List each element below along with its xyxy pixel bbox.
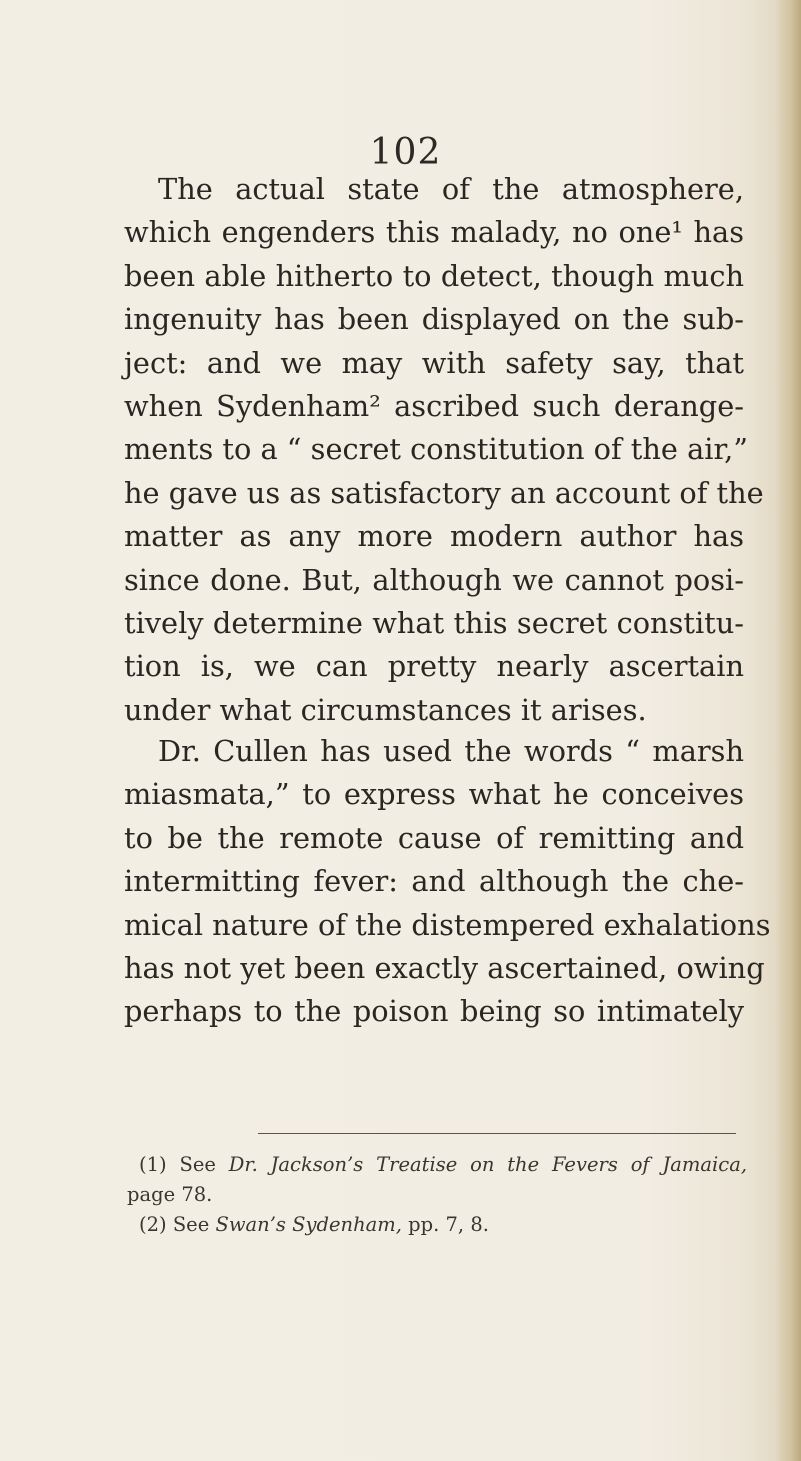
- footnote-pages: pp. 7, 8.: [408, 1213, 489, 1236]
- text-line: he gave us as satisfactory an account of the: [124, 475, 764, 510]
- footnote-title: Dr. Jackson’s Treatise on the Fevers of Jamaica,: [228, 1153, 748, 1176]
- footnote-1: [127, 1150, 747, 1180]
- footnote-marker: (1): [139, 1153, 167, 1176]
- text-line: Dr. Cullen has used the words “ marsh: [158, 734, 744, 768]
- footnote-title: Swan’s Sydenham,: [215, 1213, 402, 1236]
- text-line: tion is, we can pretty nearly ascertain: [124, 649, 744, 684]
- page-edge-shading: [775, 0, 801, 1461]
- footnote-marker: (2): [139, 1213, 167, 1236]
- text-line: when Sydenham² ascribed such derange-: [124, 389, 744, 424]
- footnote-divider: [258, 1133, 736, 1134]
- text-line: been able hitherto to detect, though much: [124, 258, 744, 293]
- text-line: perhaps to the poison being so intimately: [124, 994, 744, 1029]
- footnote-prefix: See: [172, 1213, 210, 1236]
- text-line: mical nature of the distempered exhalations: [124, 907, 771, 942]
- text-line: to be the remote cause of remitting and: [124, 820, 744, 855]
- footnote-1-continuation: page 78.: [127, 1183, 213, 1206]
- footnote-prefix: See: [179, 1153, 216, 1176]
- page-number: 102: [369, 132, 442, 173]
- paragraph-2: [124, 730, 771, 1034]
- text-line: tively determine what this secret constitu-: [124, 606, 744, 641]
- text-line: ments to a “ secret constitution of the air,”: [124, 432, 748, 467]
- text-line: matter as any more modern author has: [124, 519, 744, 554]
- text-line: ingenuity has been displayed on the sub-: [124, 302, 744, 337]
- paragraph-1: [124, 168, 764, 732]
- text-line: The actual state of the atmosphere,: [158, 172, 744, 206]
- text-line: intermitting fever: and although the che-: [124, 864, 744, 899]
- footnote-2: [127, 1210, 747, 1240]
- footnotes: [127, 1150, 747, 1240]
- text-line: which engenders this malady, no one¹ has: [124, 215, 744, 250]
- text-line: ject: and we may with safety say, that: [124, 345, 744, 380]
- text-line: has not yet been exactly ascertained, owing: [124, 951, 765, 986]
- text-line: miasmata,” to express what he conceives: [124, 777, 744, 812]
- text-line: under what circumstances it arises.: [124, 692, 647, 727]
- text-line: since done. But, although we cannot posi-: [124, 562, 744, 597]
